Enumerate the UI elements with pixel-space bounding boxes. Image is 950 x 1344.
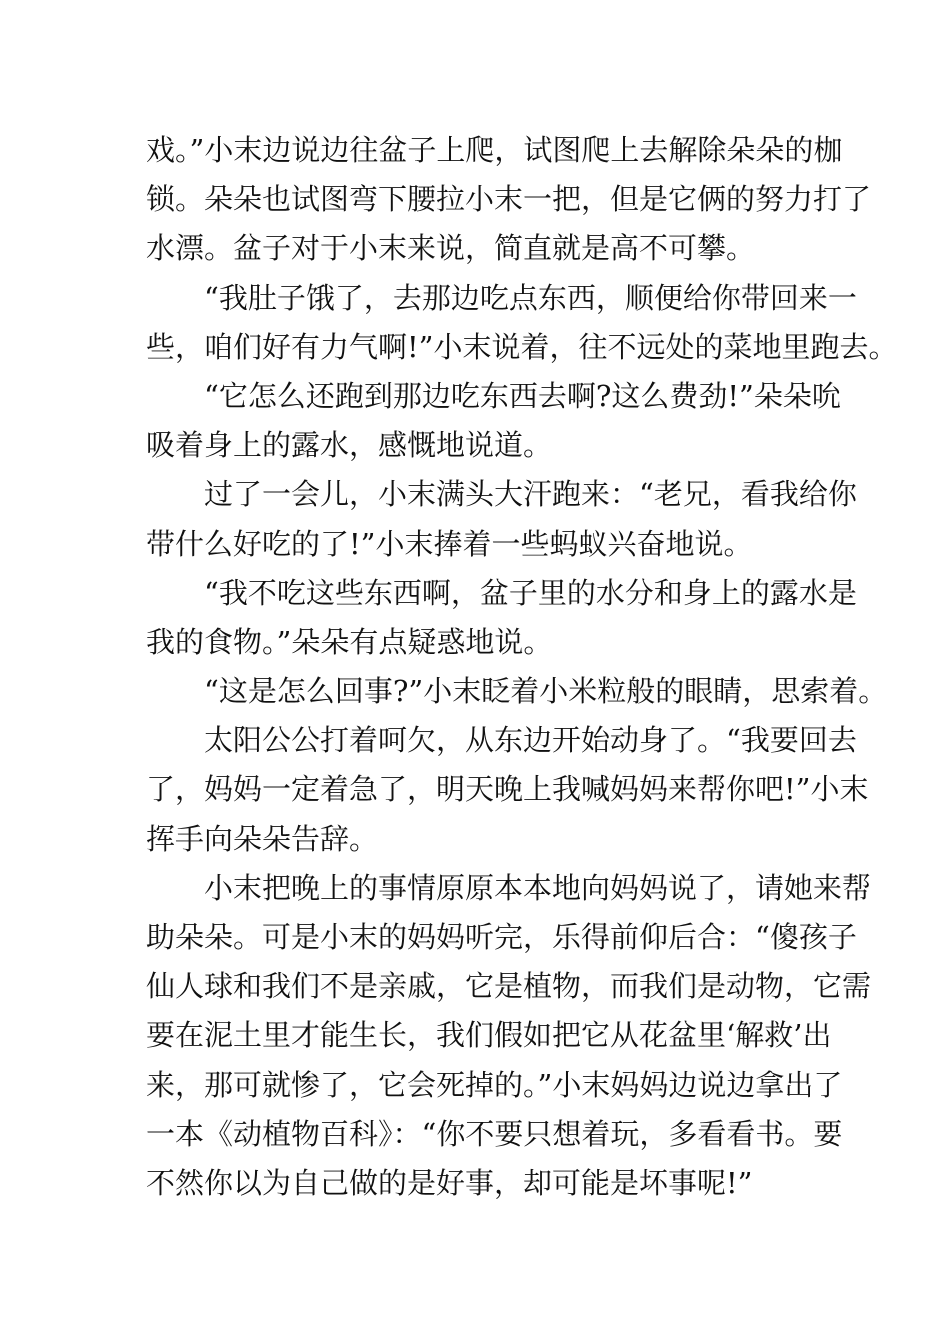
text-line: 小末把晚上的事情原原本本地向妈妈说了，请她来帮: [204, 870, 872, 905]
text-line: 一本《动植物百科》：“你不要只想着玩，多看看书。要: [146, 1116, 843, 1151]
text-line: “这是怎么回事?”小末眨着小米粒般的眼睛，思索着。: [204, 674, 888, 709]
text-line: 水漂。盆子对于小末来说，简直就是高不可攀。: [146, 231, 756, 266]
text-line: 戏。”小末边说边往盆子上爬，试图爬上去解除朵朵的枷: [146, 133, 843, 167]
text-line: “我肚子饿了，去那边吃点东西，顺便给你带回来一: [204, 280, 857, 315]
text-line: 了，妈妈一定着急了，明天晚上我喊妈妈来帮你吧!”小末: [146, 772, 869, 807]
text-line: 来，那可就惨了，它会死掉的。”小末妈妈边说边拿出了: [146, 1067, 843, 1102]
body-text: [146, 126, 898, 1208]
text-line: 不然你以为自己做的是好事，却可能是坏事呢!”: [146, 1165, 753, 1200]
text-line: “我不吃这些东西啊，盆子里的水分和身上的露水是: [204, 575, 857, 610]
text-line: 吸着身上的露水，感慨地说道。: [146, 428, 553, 463]
text-line: 锁。朵朵也试图弯下腰拉小末一把，但是它俩的努力打了: [146, 182, 872, 217]
text-line: 我的食物。”朵朵有点疑惑地说。: [146, 624, 553, 659]
text-line: “它怎么还跑到那边吃东西去啊?这么费劲!”朵朵吮: [204, 378, 841, 413]
text-line: 仙人球和我们不是亲戚，它是植物，而我们是动物，它需: [146, 969, 872, 1004]
text-line: 要在泥土里才能生长，我们假如把它从花盆里‘解救’出: [146, 1018, 832, 1053]
text-line: 太阳公公打着呵欠，从东边开始动身了。“我要回去: [204, 723, 857, 758]
text-line: 过了一会儿，小末满头大汗跑来：“老兄，看我给你: [204, 477, 857, 512]
text-line: 带什么好吃的了!”小末捧着一些蚂蚁兴奋地说。: [146, 526, 753, 561]
text-line: 些，咱们好有力气啊!”小末说着，往不远处的菜地里跑去。: [146, 329, 898, 364]
text-line: 助朵朵。可是小末的妈妈听完，乐得前仰后合：“傻孩子: [146, 920, 857, 954]
text-line: 挥手向朵朵告辞。: [146, 821, 379, 856]
